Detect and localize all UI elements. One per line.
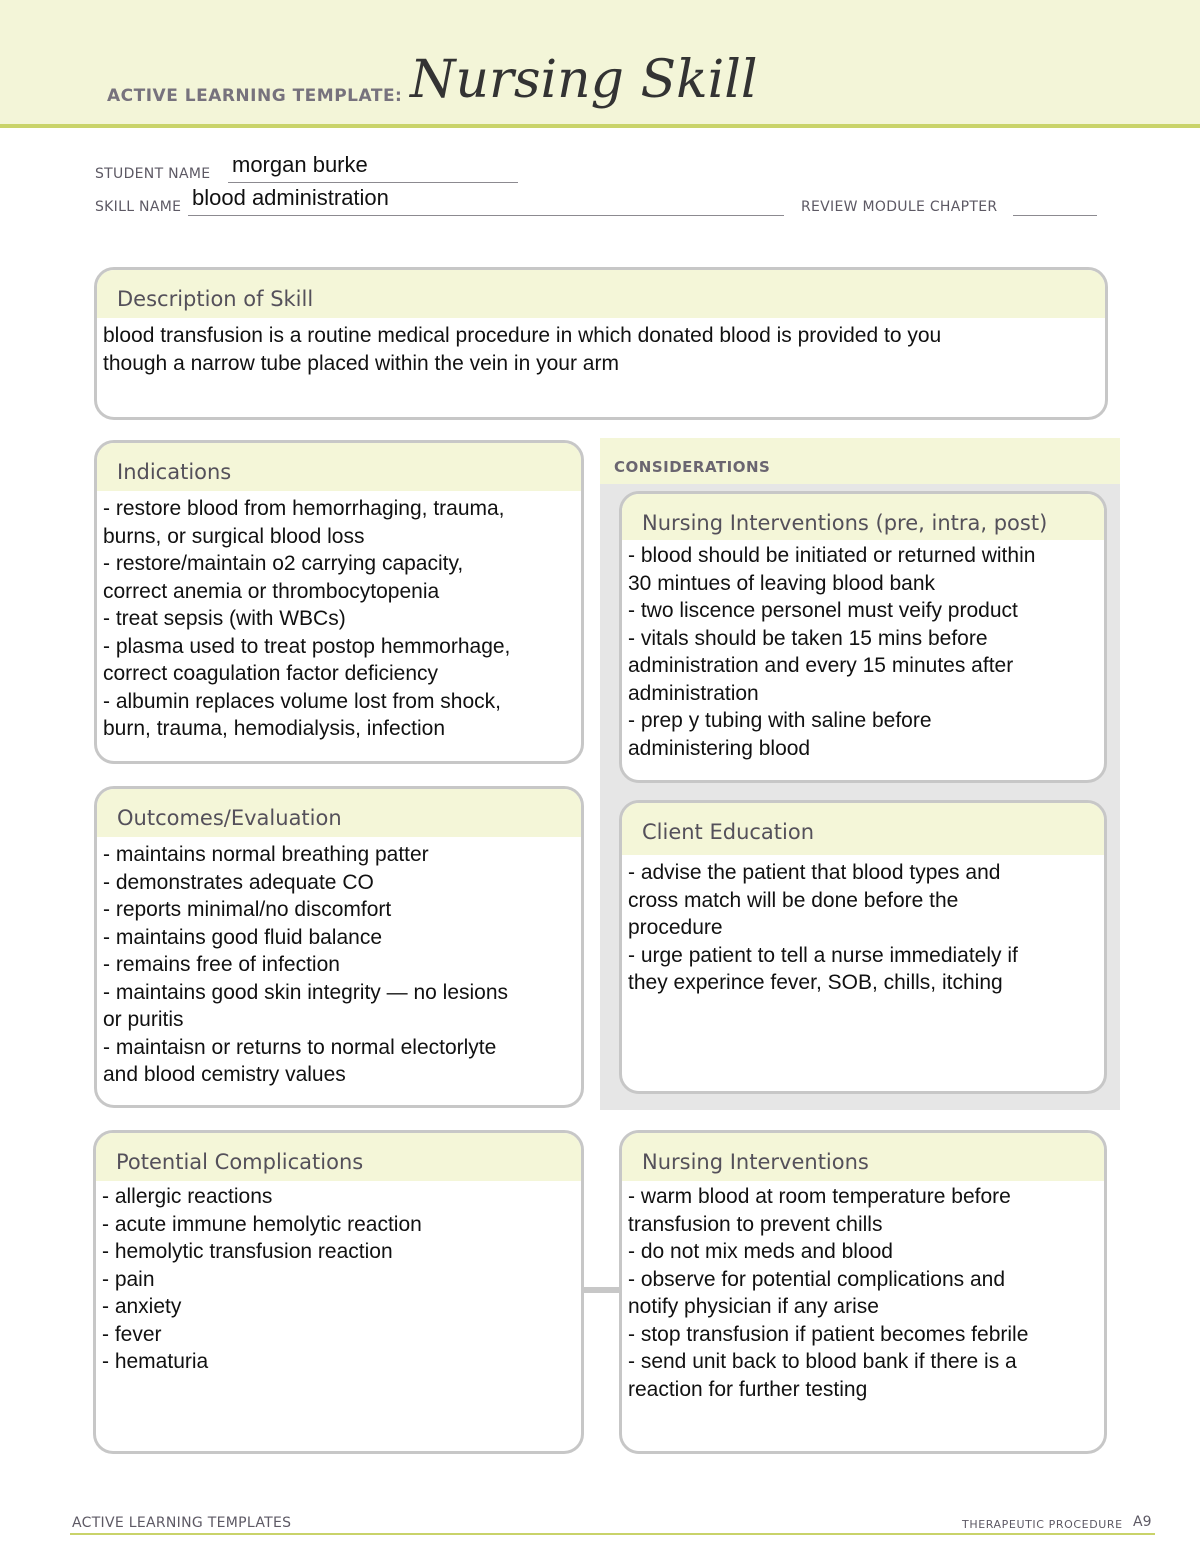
nursing-interventions-line: reaction for further testing (628, 1377, 868, 1401)
client-education-line: procedure (628, 916, 723, 939)
footer-left-label: ACTIVE LEARNING TEMPLATES (72, 1515, 292, 1531)
complications-body (96, 1181, 581, 1376)
indications-line: - treat sepsis (with WBCs) (103, 607, 346, 630)
nursing-pre-line: administering blood (628, 736, 811, 760)
client-education-line: - advise the patient that blood types and (628, 861, 1001, 884)
description-body (97, 318, 1105, 377)
template-brand: ACTIVE LEARNING TEMPLATE: (107, 86, 403, 106)
complications-line: - allergic reactions (102, 1185, 273, 1208)
nursing-pre-line: administration (628, 681, 759, 705)
indications-body (97, 491, 581, 743)
outcomes-line: - maintains good fluid balance (103, 925, 383, 949)
indications-line: correct anemia or thrombocytopenia (103, 579, 440, 603)
student-name-label: STUDENT NAME (95, 166, 211, 182)
student-name-field[interactable]: morgan burke (232, 152, 368, 177)
nursing-pre-heading: Nursing Interventions (pre, intra, post) (622, 494, 1104, 540)
card-connector (584, 1287, 620, 1293)
outcomes-card (94, 786, 584, 1108)
complications-line: - anxiety (102, 1295, 182, 1318)
outcomes-line: - maintains normal breathing patter (103, 843, 429, 866)
client-education-heading: Client Education (622, 803, 1104, 855)
footer-section-label: THERAPEUTIC PROCEDURE (962, 1518, 1123, 1531)
description-line: though a narrow tube placed within the vein in your arm (103, 351, 619, 375)
indications-line: - plasma used to treat postop hemmorhage, (103, 634, 511, 658)
outcomes-line: - demonstrates adequate CO (103, 870, 374, 894)
complications-line: - hemolytic transfusion reaction (102, 1240, 393, 1263)
complications-line: - hematuria (102, 1350, 209, 1373)
skill-name-line (188, 215, 784, 216)
nursing-interventions-heading: Nursing Interventions (622, 1133, 1104, 1181)
page-number: A9 (1133, 1514, 1152, 1530)
student-name-line (228, 182, 518, 183)
client-education-line: they experince fever, SOB, chills, itching (628, 971, 1003, 994)
indications-line: - restore/maintain o2 carrying capacity, (103, 552, 464, 575)
indications-line: - albumin replaces volume lost from shock, (103, 689, 501, 713)
description-heading: Description of Skill (97, 270, 1105, 318)
header-divider (0, 124, 1200, 128)
complications-line: - acute immune hemolytic reaction (102, 1212, 422, 1236)
indications-line: burn, trauma, hemodialysis, infection (103, 717, 445, 740)
nursing-pre-line: - vitals should be taken 15 mins before (628, 626, 988, 650)
client-education-line: - urge patient to tell a nurse immediately if (628, 943, 1018, 967)
nursing-interventions-line: - do not mix meds and blood (628, 1240, 893, 1263)
skill-name-field[interactable]: blood administration (192, 185, 389, 210)
indications-line: burns, or surgical blood loss (103, 524, 365, 548)
complications-line: - pain (102, 1267, 155, 1291)
outcomes-line: and blood cemistry values (103, 1063, 346, 1086)
nursing-pre-card (619, 491, 1107, 783)
indications-line: correct coagulation factor deficiency (103, 662, 439, 685)
outcomes-heading: Outcomes/Evaluation (97, 789, 581, 837)
nursing-pre-line: - blood should be initiated or returned within (628, 544, 1036, 567)
indications-heading: Indications (97, 443, 581, 491)
description-line: blood transfusion is a routine medical procedure in which donated blood is provided to you (103, 324, 942, 347)
review-module-line (1013, 215, 1097, 216)
footer-divider (70, 1533, 1155, 1535)
indications-line: - restore blood from hemorrhaging, trauma, (103, 497, 505, 520)
client-education-body (622, 855, 1104, 997)
nursing-pre-line: administration and every 15 minutes after (628, 654, 1014, 677)
nursing-interventions-card (619, 1130, 1107, 1454)
nursing-pre-line: - two liscence personel must veify product (628, 599, 1018, 622)
outcomes-line: - maintaisn or returns to normal electorlyte (103, 1035, 497, 1059)
nursing-pre-line: 30 mintues of leaving blood bank (628, 571, 936, 595)
outcomes-line: or puritis (103, 1008, 184, 1031)
nursing-pre-body (622, 540, 1104, 762)
outcomes-line: - maintains good skin integrity — no lesions (103, 980, 509, 1004)
complications-line: - fever (102, 1322, 162, 1346)
outcomes-line: - reports minimal/no discomfort (103, 898, 392, 921)
nursing-interventions-line: - stop transfusion if patient becomes febrile (628, 1322, 1029, 1346)
description-card (94, 267, 1108, 420)
nursing-interventions-line: notify physician if any arise (628, 1295, 879, 1318)
outcomes-line: - remains free of infection (103, 953, 340, 976)
nursing-pre-line: - prep y tubing with saline before (628, 709, 932, 732)
client-education-card (619, 800, 1107, 1094)
page-title: Nursing Skill (410, 50, 758, 110)
review-module-label: REVIEW MODULE CHAPTER (801, 199, 998, 215)
nursing-interventions-body (622, 1181, 1104, 1403)
nursing-interventions-line: - warm blood at room temperature before (628, 1185, 1011, 1208)
client-education-line: cross match will be done before the (628, 888, 959, 912)
complications-card (93, 1130, 584, 1454)
nursing-interventions-line: - send unit back to blood bank if there is a (628, 1350, 1017, 1373)
nursing-interventions-line: transfusion to prevent chills (628, 1212, 883, 1236)
considerations-label: CONSIDERATIONS (614, 458, 771, 476)
nursing-interventions-line: - observe for potential complications and (628, 1267, 1006, 1291)
outcomes-body (97, 837, 581, 1089)
complications-heading: Potential Complications (96, 1133, 581, 1181)
indications-card (94, 440, 584, 764)
skill-name-label: SKILL NAME (95, 199, 182, 215)
